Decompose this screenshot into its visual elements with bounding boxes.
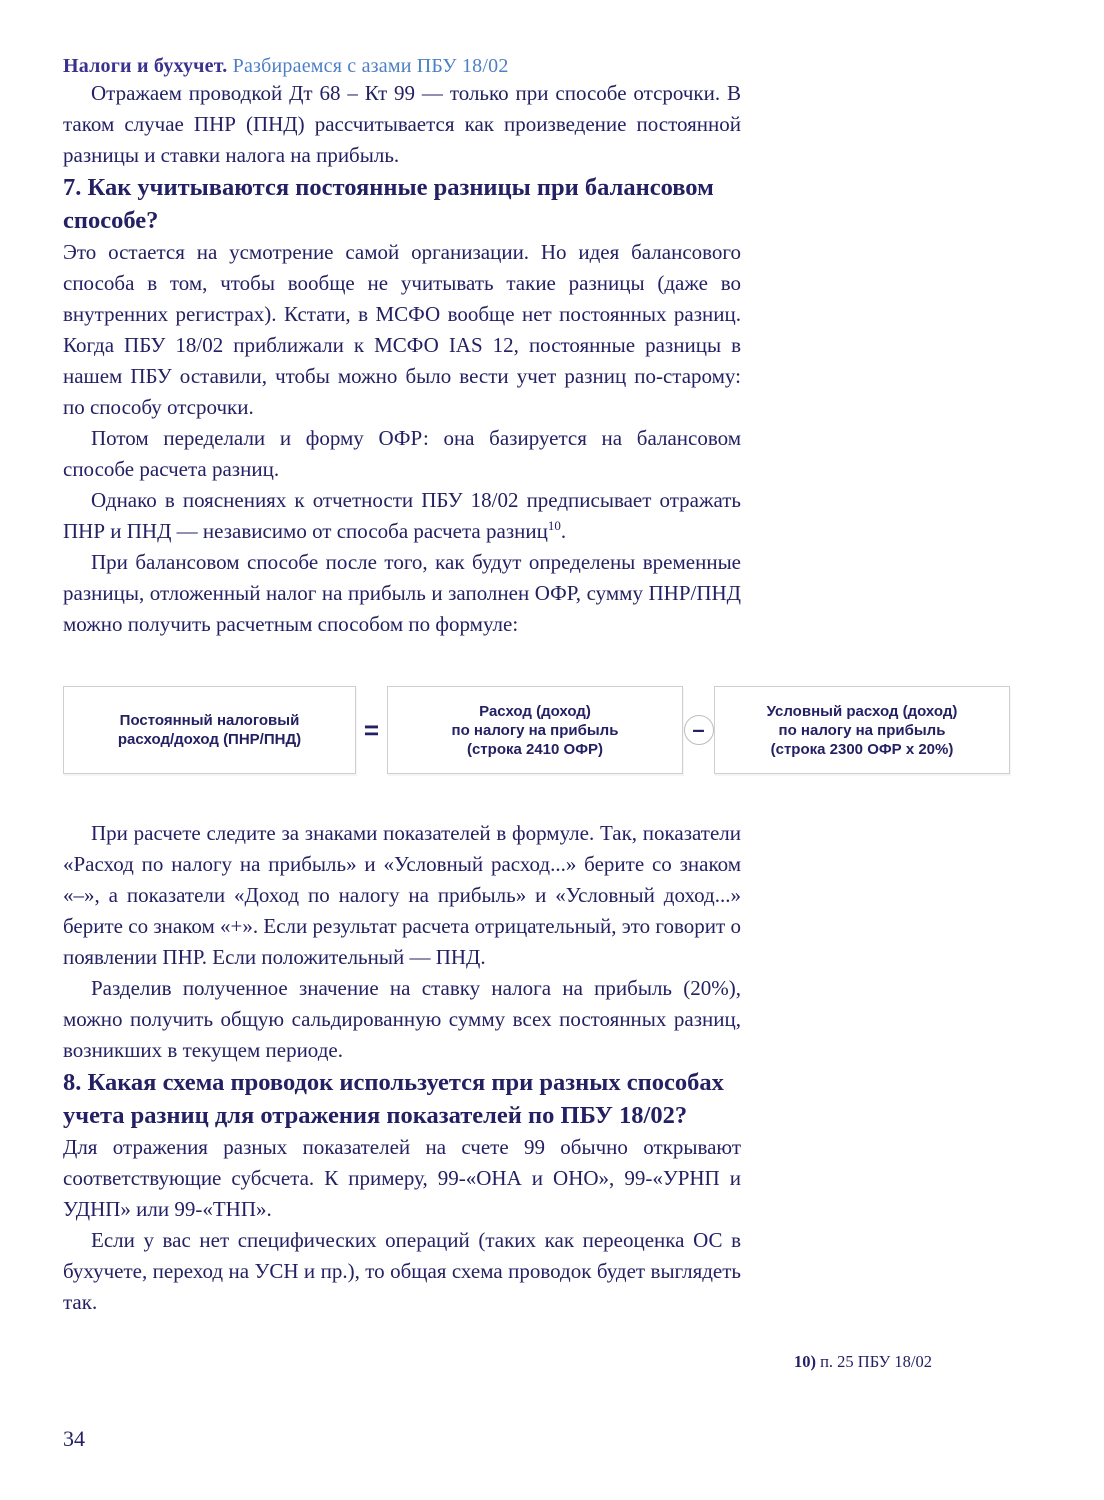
section-7-paragraph-6: Разделив полученное значение на ставку налога на прибыль (20%), можно получить общую сальдированную сумму всех постоянных разниц, возникших в текущем периоде. <box>63 976 741 1062</box>
section-7-paragraph-1: Это остается на усмотрение самой организации. Но идея балансового способа в том, чтобы вообще не учитывать такие разницы (даже во внутренних регистрах). Кстати, в МСФО вообще нет постоянных разниц. Когда ПБУ 18/02 приближали к МСФО IAS 12, постоянные разницы в нашем ПБУ оставили, чтобы можно было вести учет разниц по-старому: по способу отсрочки. <box>63 240 741 419</box>
section-7-paragraph-5: При расчете следите за знаками показателей в формуле. Так, показатели «Расход по налогу на прибыль» и «Условный расход...» берите со знаком «–», а показатели «Доход по налогу на прибыль» и «Условный доход...» берите со знаком «+». Если результат расчета отрицательный, это говорит о появлении ПНР. Если положительный — ПНД. <box>63 821 741 969</box>
section-7-heading: 7. Как учитываются постоянные разницы при балансовом способе? <box>63 174 714 234</box>
equals-operator <box>356 686 387 774</box>
section-8-paragraph-1: Для отражения разных показателей на счете 99 обычно открывают соответствующие субсчета. К примеру, 99-«ОНА и ОНО», 99-«УРНП и УДНП» или 99-«ТНП». <box>63 1135 741 1221</box>
header-brand: Налоги и бухучет. <box>63 55 228 77</box>
section-8-paragraph-2: Если у вас нет специфических операций (таких как переоценка ОС в бухучете, переход на УСН и пр.), то общая схема проводок будет выглядеть так. <box>63 1228 741 1314</box>
section-8-heading: 8. Какая схема проводок используется при разных способах учета разниц для отражения показателей по ПБУ 18/02? <box>63 1069 724 1129</box>
section-7-paragraph-3 <box>63 485 741 547</box>
page-content <box>63 0 1010 1318</box>
formula-box-1-line-1: Постоянный налоговый <box>119 712 300 729</box>
footnote-marker: 10) <box>793 1352 816 1371</box>
minus-operator <box>683 686 714 774</box>
formula-box-3-line-1: Условный расход (доход) <box>766 702 958 720</box>
formula-box-1-line-2: расход/доход (ПНР/ПНД) <box>117 731 302 748</box>
page-number: 34 <box>63 1426 85 1451</box>
minus-sign: – <box>684 715 714 745</box>
footnote <box>794 1352 932 1372</box>
paragraph-intro: Отражаем проводкой Дт 68 – Кт 99 — только при способе отсрочки. В таком случае ПНР (ПНД) рассчитывается как произведение постоянной разницы и ставки налога на прибыль. <box>63 81 741 167</box>
paragraph-3-period: . <box>560 519 567 543</box>
section-7-paragraph-2: Потом переделали и форму ОФР: она базируется на балансовом способе расчета разниц. <box>63 426 741 481</box>
formula-box-2-line-1: Расход (доход) <box>479 702 591 720</box>
formula-box-tax-expense <box>387 686 683 774</box>
formula-box-pnr-pnd <box>63 686 356 774</box>
paragraph-3-text: Однако в пояснениях к отчетности ПБУ 18/02 предписывает отражать ПНР и ПНД — независимо от способа расчета разниц <box>63 488 741 543</box>
footnote-text: п. 25 ПБУ 18/02 <box>815 1352 932 1371</box>
text-column-lower <box>63 818 741 1318</box>
footnote-reference: 10 <box>547 518 561 533</box>
formula-box-2-line-2: по налогу на прибыль <box>451 721 619 739</box>
equals-sign: = <box>363 714 380 745</box>
formula-diagram <box>63 686 1010 774</box>
header-subtitle: Разбираемся с азами ПБУ 18/02 <box>227 55 509 77</box>
formula-box-3-line-2: по налогу на прибыль <box>778 721 946 739</box>
formula-box-3-line-3: (строка 2300 ОФР х 20%) <box>770 740 954 758</box>
page-header <box>63 55 1010 78</box>
text-column <box>63 78 741 640</box>
formula-box-conditional-expense <box>714 686 1010 774</box>
section-7-paragraph-4: При балансовом способе после того, как будут определены временные разницы, отложенный налог на прибыль и заполнен ОФР, сумму ПНР/ПНД можно получить расчетным способом по формуле: <box>63 550 741 636</box>
formula-box-2-line-3: (строка 2410 ОФР) <box>466 740 604 758</box>
